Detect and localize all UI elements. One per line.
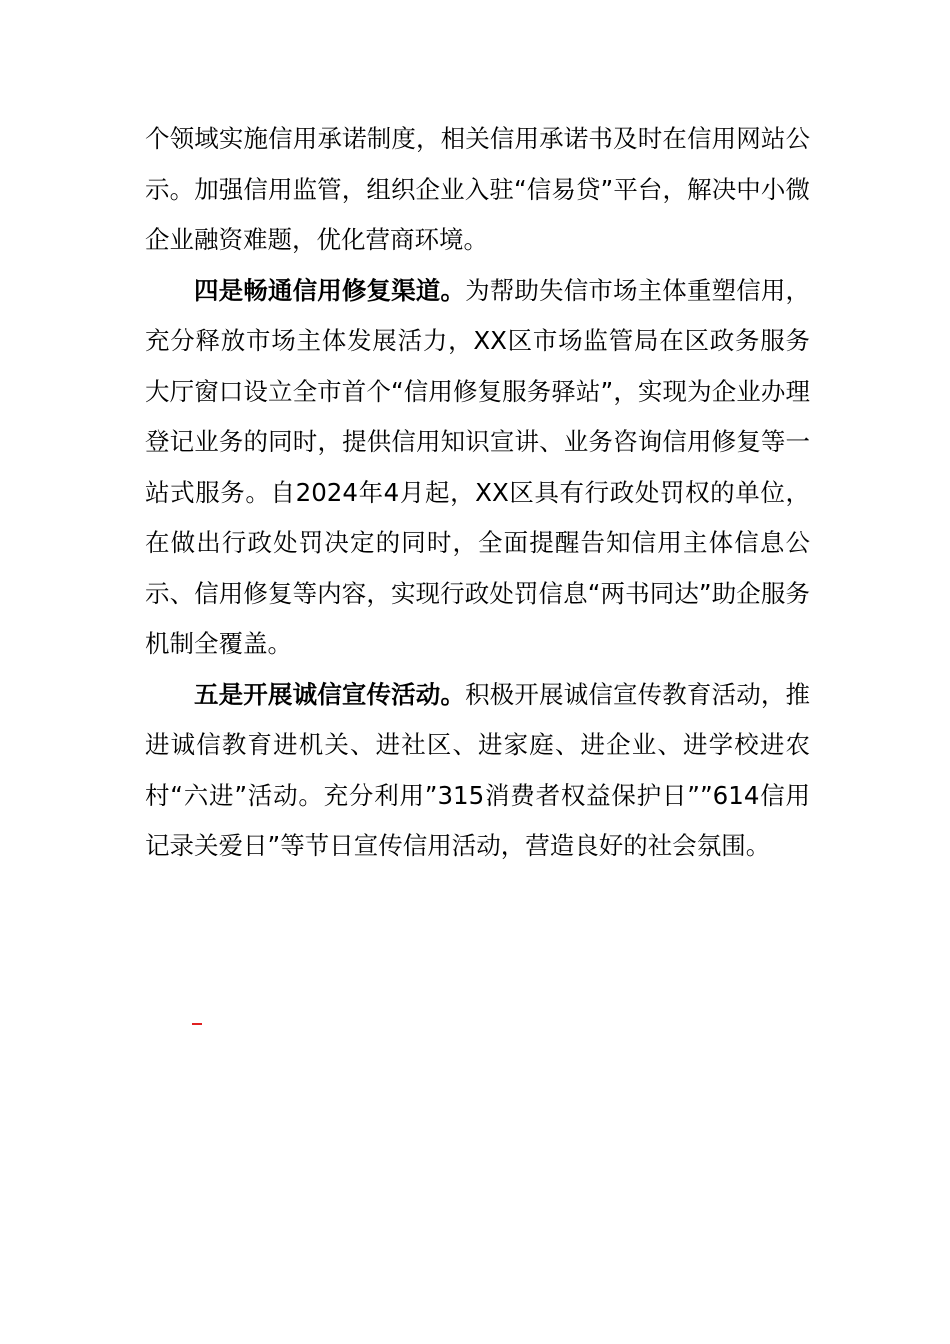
paragraph-lead-integrity-campaign: 五是开展诚信宣传活动。 bbox=[194, 679, 466, 709]
paragraph-credit-commitment bbox=[145, 114, 810, 266]
paragraph-text: 为帮助失信市场主体重塑信用，充分释放市场主体发展活力，XX区市场监管局在区政务服务大厅窗口设立全市首个“信用修复服务驿站”，实现为企业办理登记业务的同时，提供信用知识宣讲、业务咨询信用修复等一站式服务。自2024年4月起，XX区具有行政处罚权的单位，在做出行政处罚决定的同时，全面提醒告知信用主体信息公示、信用修复等内容，实现行政处罚信息“两书同达”助企服务机制全覆盖。 bbox=[145, 275, 811, 658]
paragraph-lead-credit-repair: 四是畅通信用修复渠道。 bbox=[194, 275, 466, 305]
paragraph-text: 个领域实施信用承诺制度，相关信用承诺书及时在信用网站公示。加强信用监管，组织企业入驻“信易贷”平台，解决中小微企业融资难题，优化营商环境。 bbox=[145, 124, 810, 254]
document-body bbox=[145, 114, 810, 872]
paragraph-integrity-campaign bbox=[145, 670, 810, 872]
red-dash-mark bbox=[192, 1023, 202, 1025]
paragraph-text: 积极开展诚信宣传教育活动，推进诚信教育进机关、进社区、进家庭、进企业、进学校进农村“六进”活动。充分利用”315消费者权益保护日””614信用记录关爱日”等节日宣传信用活动，营造良好的社会氛围。 bbox=[145, 679, 811, 860]
paragraph-credit-repair bbox=[145, 266, 810, 670]
